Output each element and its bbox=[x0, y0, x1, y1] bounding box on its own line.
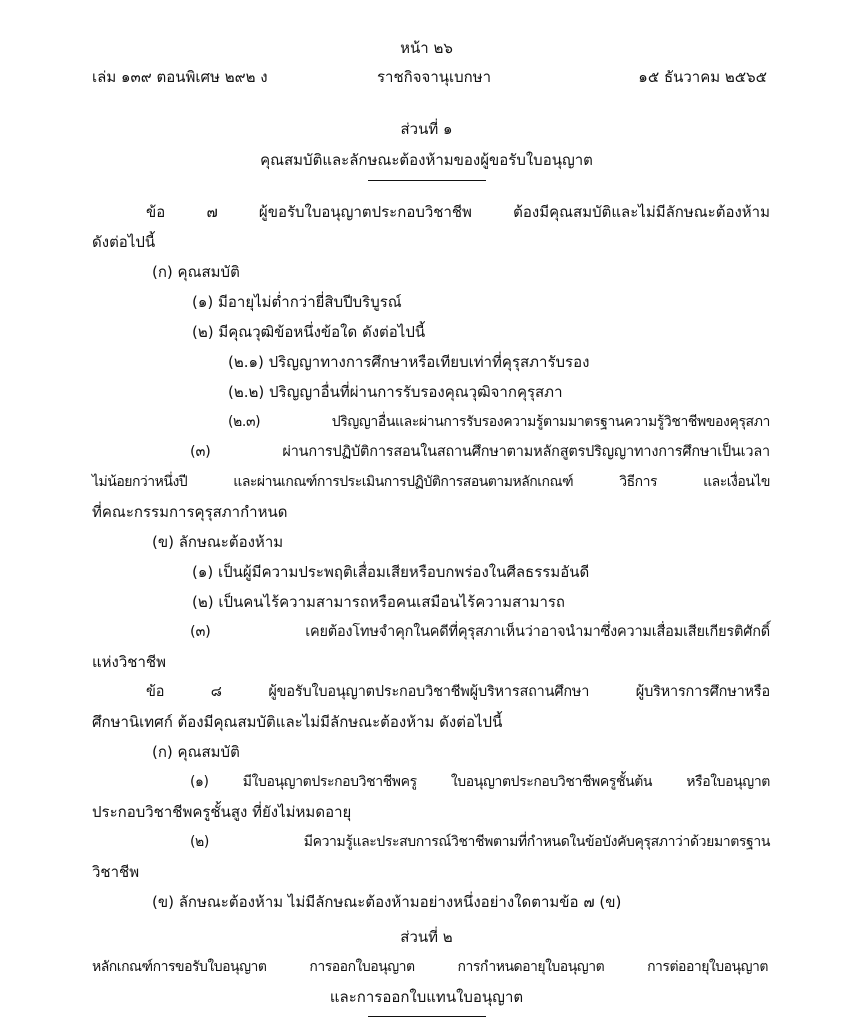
volume-info: เล่ม ๑๓๙ ตอนพิเศษ ๒๙๒ ง bbox=[92, 68, 268, 86]
article-8-qualification-2-cont: วิชาชีพ bbox=[92, 863, 140, 881]
article-7-prohibition-3-cont: แห่งวิชาชีพ bbox=[92, 653, 166, 671]
publication-name: ราชกิจจานุเบกษา bbox=[377, 68, 492, 86]
article-7-intro-cont: ดังต่อไปนี้ bbox=[92, 233, 156, 251]
article-7-intro: ข้อ ๗ ผู้ขอรับใบอนุญาตประกอบวิชาชีพ ต้องมีคุณสมบัติและไม่มีลักษณะต้องห้าม bbox=[146, 203, 770, 221]
article-7-prohibition-2: (๒) เป็นคนไร้ความสามารถหรือคนเสมือนไร้ความสามารถ bbox=[192, 593, 566, 611]
article-8-qualification-1-cont: ประกอบวิชาชีพครูชั้นสูง ที่ยังไม่หมดอายุ bbox=[92, 803, 352, 821]
section-2-label: ส่วนที่ ๒ bbox=[400, 928, 453, 946]
page-number: หน้า ๒๖ bbox=[400, 39, 453, 57]
article-7-prohibitions-heading: (ข) ลักษณะต้องห้าม bbox=[152, 533, 284, 551]
section-2-title: หลักเกณฑ์การขอรับใบอนุญาต การออกใบอนุญาต การกำหนดอายุใบอนุญาต การต่ออายุใบอนุญาต bbox=[92, 959, 768, 975]
article-7-qualification-3-end: ที่คณะกรรมการคุรุสภากำหนด bbox=[92, 503, 288, 521]
article-7-prohibition-1: (๑) เป็นผู้มีความประพฤติเสื่อมเสียหรือบกพร่องในศีลธรรมอันดี bbox=[192, 563, 590, 581]
article-8-qualification-1: (๑) มีใบอนุญาตประกอบวิชาชีพครู ใบอนุญาตประกอบวิชาชีพครูชั้นต้น หรือใบอนุญาต bbox=[190, 774, 770, 790]
article-8-intro-cont: ศึกษานิเทศก์ ต้องมีคุณสมบัติและไม่มีลักษณะต้องห้าม ดังต่อไปนี้ bbox=[92, 713, 503, 731]
publication-date: ๑๕ ธันวาคม ๒๕๖๕ bbox=[638, 68, 767, 86]
article-8-qualification-2: (๒) มีความรู้และประสบการณ์วิชาชีพตามที่กำหนดในข้อบังคับคุรุสภาว่าด้วยมาตรฐาน bbox=[190, 834, 770, 850]
article-8-prohibitions: (ข) ลักษณะต้องห้าม ไม่มีลักษณะต้องห้ามอย่างหนึ่งอย่างใดตามข้อ ๗ (ข) bbox=[152, 893, 622, 911]
article-7-qualification-1: (๑) มีอายุไม่ต่ำกว่ายี่สิบปีบริบูรณ์ bbox=[192, 293, 402, 311]
gazette-header-row bbox=[92, 62, 767, 92]
section-1-divider bbox=[368, 180, 486, 181]
article-8-intro: ข้อ ๘ ผู้ขอรับใบอนุญาตประกอบวิชาชีพผู้บริหารสถานศึกษา ผู้บริหารการศึกษาหรือ bbox=[146, 684, 770, 700]
article-8-qualifications-heading: (ก) คุณสมบัติ bbox=[152, 743, 240, 761]
article-7-qualification-3: (๓) ผ่านการปฏิบัติการสอนในสถานศึกษาตามหลักสูตรปริญญาทางการศึกษาเป็นเวลา bbox=[190, 444, 770, 460]
section-1-label: ส่วนที่ ๑ bbox=[400, 120, 453, 138]
article-7-qualifications-heading: (ก) คุณสมบัติ bbox=[152, 263, 240, 281]
section-2-title-cont: และการออกใบแทนใบอนุญาต bbox=[329, 988, 524, 1006]
article-7-prohibition-3: (๓) เคยต้องโทษจำคุกในคดีที่คุรุสภาเห็นว่าอาจนำมาซึ่งความเสื่อมเสียเกียรติศักดิ์ bbox=[190, 624, 770, 640]
section-2-divider bbox=[368, 1016, 486, 1017]
article-7-qualification-3-cont: ไม่น้อยกว่าหนึ่งปี และผ่านเกณฑ์การประเมินการปฏิบัติการสอนตามหลักเกณฑ์ วิธีการ และเงื่อนไข bbox=[92, 474, 770, 490]
article-7-qualification-2-2: (๒.๒) ปริญญาอื่นที่ผ่านการรับรองคุณวุฒิจากคุรุสภา bbox=[228, 383, 563, 401]
article-7-qualification-2: (๒) มีคุณวุฒิข้อหนึ่งข้อใด ดังต่อไปนี้ bbox=[192, 323, 426, 341]
article-7-qualification-2-1: (๒.๑) ปริญญาทางการศึกษาหรือเทียบเท่าที่คุรุสภารับรอง bbox=[228, 353, 590, 371]
article-7-qualification-2-3: (๒.๓) ปริญญาอื่นและผ่านการรับรองความรู้ตามมาตรฐานความรู้วิชาชีพของคุรุสภา bbox=[228, 414, 770, 430]
section-1-title: คุณสมบัติและลักษณะต้องห้ามของผู้ขอรับใบอนุญาต bbox=[260, 151, 593, 169]
